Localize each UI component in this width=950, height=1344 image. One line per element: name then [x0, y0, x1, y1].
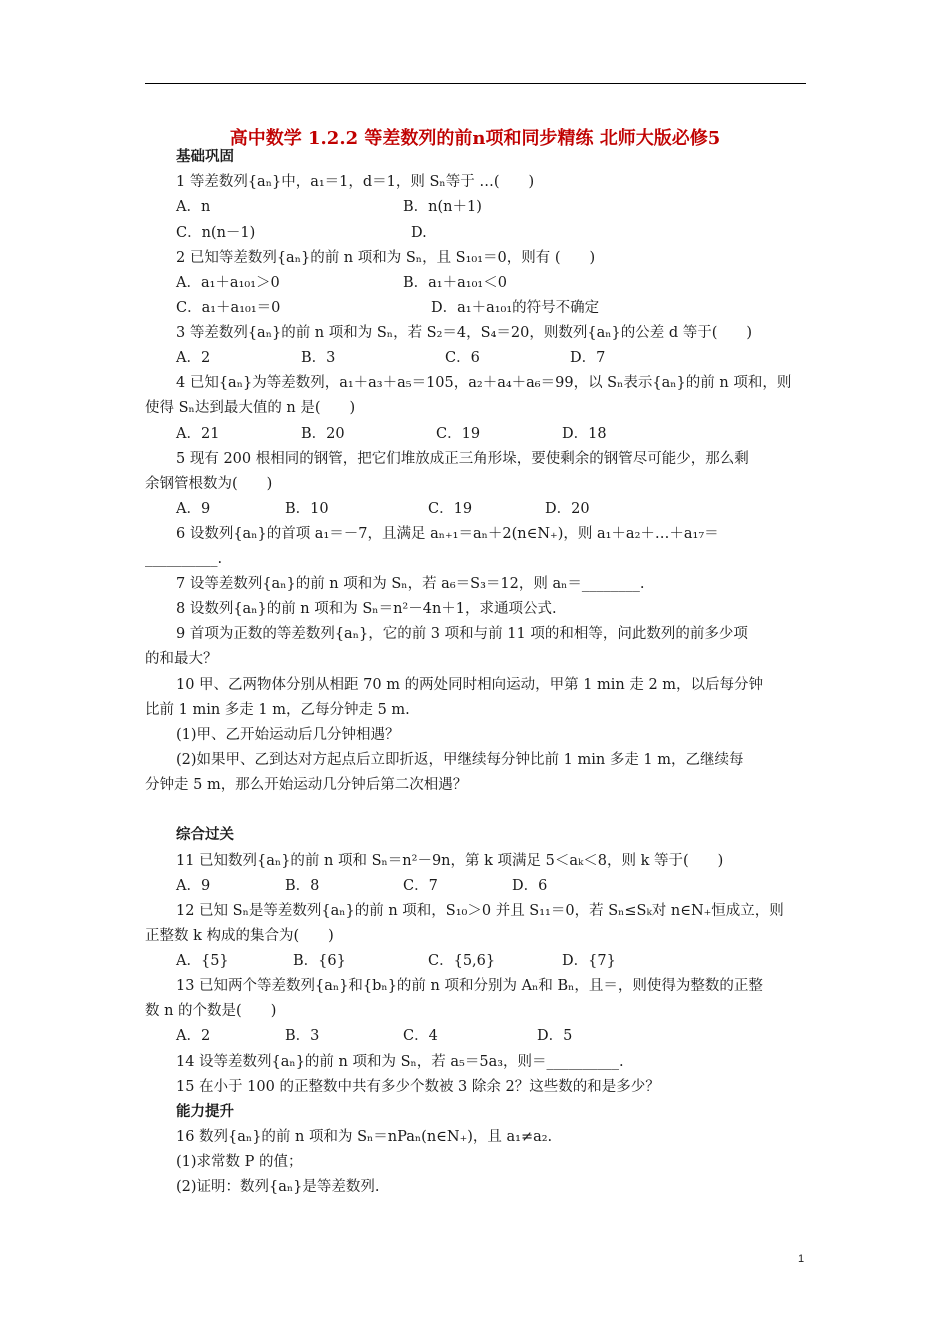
- text-line: (2)证明：数列{aₙ}是等差数列.: [176, 1179, 380, 1195]
- text-line: 的和最大？: [145, 651, 218, 667]
- text-line: C．{5,6}: [428, 953, 496, 969]
- text-line: 比前 1 min 多走 1 m，乙每分钟走 5 m.: [145, 702, 410, 718]
- text-line: D．18: [562, 426, 607, 442]
- text-line: A．a₁＋a₁₀₁＞0: [176, 275, 280, 291]
- text-line: D．7: [570, 350, 606, 366]
- text-line: 15 在小于 100 的正整数中共有多少个数被 3 除余 2？这些数的和是多少？: [176, 1079, 660, 1095]
- text-line: B．{6}: [293, 953, 346, 969]
- text-line: B．10: [285, 501, 329, 517]
- text-line: D．5: [537, 1028, 573, 1044]
- text-line: 16 数列{aₙ}的前 n 项和为 Sₙ＝nPaₙ(n∈N₊)，且 a₁≠a₂.: [176, 1129, 553, 1145]
- text-line: A．2: [176, 350, 211, 366]
- section-heading: 能力提升: [176, 1104, 234, 1120]
- page-number: 1: [798, 1253, 805, 1265]
- text-line: A．21: [176, 426, 220, 442]
- text-line: C．19: [436, 426, 481, 442]
- text-line: C．6: [445, 350, 480, 366]
- text-line: 2 已知等差数列{aₙ}的前 n 项和为 Sₙ，且 S₁₀₁＝0，则有 ( ): [176, 250, 596, 266]
- text-line: C．7: [403, 878, 438, 894]
- text-line: 1 等差数列{aₙ}中，a₁＝1，d＝1，则 Sₙ等于 …( ): [176, 174, 535, 190]
- text-line: 11 已知数列{aₙ}的前 n 项和 Sₙ＝n²－9n，第 k 项满足 5＜aₖ＜8，则 k 等于( ): [176, 853, 724, 869]
- text-line: D．6: [512, 878, 548, 894]
- text-line: B．n(n＋1): [403, 199, 482, 215]
- text-line: C．4: [403, 1028, 438, 1044]
- section-heading: 综合过关: [176, 827, 234, 843]
- text-line: D.: [411, 225, 427, 241]
- text-line: 5 现有 200 根相同的钢管，把它们堆放成正三角形垛，要使剩余的钢管尽可能少，那么剩: [176, 451, 749, 467]
- text-line: 3 等差数列{aₙ}的前 n 项和为 Sₙ，若 S₂＝4，S₄＝20，则数列{aₙ}的公差 d 等于( ): [176, 325, 753, 341]
- text-line: B．3: [301, 350, 336, 366]
- text-line: 7 设等差数列{aₙ}的前 n 项和为 Sₙ，若 a₆＝S₃＝12，则 aₙ＝________.: [176, 576, 645, 592]
- text-line: B．8: [285, 878, 320, 894]
- text-line: 8 设数列{aₙ}的前 n 项和为 Sₙ＝n²－4n＋1，求通项公式.: [176, 601, 557, 617]
- text-line: 余钢管根数为( ): [145, 476, 273, 492]
- text-line: D．20: [545, 501, 590, 517]
- text-line: C．a₁＋a₁₀₁＝0: [176, 300, 281, 316]
- text-line: 9 首项为正数的等差数列{aₙ}，它的前 3 项和与前 11 项的和相等，问此数列的前多少项: [176, 626, 748, 642]
- text-line: 13 已知两个等差数列{aₙ}和{bₙ}的前 n 项和分别为 Aₙ和 Bₙ，且＝，则使得为整数的正整: [176, 978, 763, 994]
- text-line: (1)求常数 P 的值；: [176, 1154, 303, 1170]
- header-rule: [145, 83, 806, 84]
- text-line: 正整数 k 构成的集合为( ): [145, 928, 334, 944]
- text-line: B．a₁＋a₁₀₁＜0: [403, 275, 507, 291]
- text-line: 分钟走 5 m，那么开始运动几分钟后第二次相遇？: [145, 777, 468, 793]
- text-line: D．{7}: [562, 953, 616, 969]
- text-line: 12 已知 Sₙ是等差数列{aₙ}的前 n 项和，S₁₀＞0 并且 S₁₁＝0，若 Sₙ≤Sₖ对 n∈N₊恒成立，则: [176, 903, 784, 919]
- text-line: A．n: [176, 199, 211, 215]
- text-line: 10 甲、乙两物体分别从相距 70 m 的两处同时相向运动，甲第 1 min 走 2 m，以后每分钟: [176, 677, 764, 693]
- text-line: A．{5}: [176, 953, 229, 969]
- text-line: A．9: [176, 501, 211, 517]
- text-line: B．3: [285, 1028, 320, 1044]
- text-line: A．2: [176, 1028, 211, 1044]
- text-line: 14 设等差数列{aₙ}的前 n 项和为 Sₙ，若 a₅＝5a₃，则＝__________.: [176, 1054, 624, 1070]
- text-line: C．n(n－1): [176, 225, 256, 241]
- page-title: 高中数学 1.2.2 等差数列的前n项和同步精练 北师大版必修5: [229, 128, 721, 149]
- text-line: (2)如果甲、乙到达对方起点后立即折返，甲继续每分钟比前 1 min 多走 1 m，乙继续每: [176, 752, 744, 768]
- text-line: 4 已知{aₙ}为等差数列，a₁＋a₃＋a₅＝105，a₂＋a₄＋a₆＝99，以 Sₙ表示{aₙ}的前 n 项和，则: [176, 375, 792, 391]
- text-line: 6 设数列{aₙ}的首项 a₁＝－7，且满足 aₙ₊₁＝aₙ＋2(n∈N₊)，则 a₁＋a₂＋…＋a₁₇＝: [176, 526, 719, 542]
- text-line: (1)甲、乙开始运动后几分钟相遇？: [176, 727, 400, 743]
- section-heading: 基础巩固: [176, 149, 234, 165]
- text-line: C．19: [428, 501, 473, 517]
- text-line: 数 n 的个数是( ): [145, 1003, 277, 1019]
- text-line: A．9: [176, 878, 211, 894]
- text-line: D．a₁＋a₁₀₁的符号不确定: [431, 300, 600, 316]
- text-line: 使得 Sₙ达到最大值的 n 是( ): [145, 400, 356, 416]
- text-line: __________.: [145, 551, 223, 567]
- text-line: B．20: [301, 426, 345, 442]
